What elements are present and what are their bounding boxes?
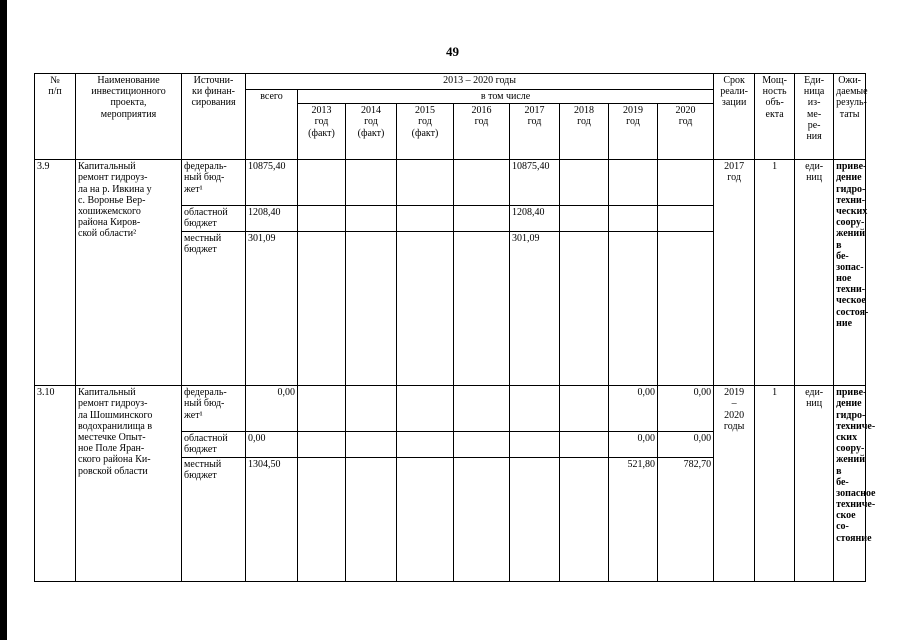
source-total: 10875,40 [246, 160, 298, 206]
cell-2016 [454, 232, 510, 386]
header-including: в том числе [298, 90, 714, 104]
cell-2018 [560, 160, 609, 206]
cell-2016 [454, 458, 510, 582]
cell-2020: 0,00 [658, 432, 714, 458]
row-name: Капитальный ремонт гидроуз- ла на р. Ивкина у с. Воронье Вер- хошижемского района Киров- ской области² [76, 160, 182, 386]
cell-2017 [510, 386, 560, 432]
cell-2013 [298, 386, 346, 432]
cell-2017: 1208,40 [510, 206, 560, 232]
source-name: областной бюджет [182, 432, 246, 458]
row-term: 2017 год [714, 160, 755, 386]
source-total: 301,09 [246, 232, 298, 386]
source-total: 0,00 [246, 432, 298, 458]
cell-2015 [397, 232, 454, 386]
header-source: Источни- ки финан- сирования [182, 74, 246, 160]
cell-2018 [560, 458, 609, 582]
header-year-2019: 2019 год [609, 104, 658, 160]
cell-2013 [298, 206, 346, 232]
scan-edge [0, 0, 7, 640]
cell-2014 [346, 386, 397, 432]
cell-2014 [346, 160, 397, 206]
header-year-2015: 2015 год (факт) [397, 104, 454, 160]
cell-2014 [346, 232, 397, 386]
header-result: Ожи- даемые резуль- таты [834, 74, 866, 160]
source-name: федераль- ный бюд- жет¹ [182, 160, 246, 206]
source-name: федераль- ный бюд- жет¹ [182, 386, 246, 432]
cell-2020: 782,70 [658, 458, 714, 582]
cell-2017: 10875,40 [510, 160, 560, 206]
cell-2016 [454, 160, 510, 206]
header-term: Срок реали- зации [714, 74, 755, 160]
cell-2016 [454, 386, 510, 432]
cell-2015 [397, 206, 454, 232]
cell-2013 [298, 458, 346, 582]
source-total: 1208,40 [246, 206, 298, 232]
header-period: 2013 – 2020 годы [246, 74, 714, 90]
row-num: 3.9 [35, 160, 76, 386]
cell-2019: 0,00 [609, 432, 658, 458]
row-num: 3.10 [35, 386, 76, 582]
header-year-2017: 2017 год [510, 104, 560, 160]
row-result: приве- дение гидро- техниче- ских соору- жений в бе- зопасное техниче- ское со- стояние [834, 386, 866, 582]
cell-2017 [510, 458, 560, 582]
row-capacity: 1 [755, 160, 795, 386]
header-year-2016: 2016 год [454, 104, 510, 160]
cell-2015 [397, 160, 454, 206]
row-term: 2019 – 2020 годы [714, 386, 755, 582]
cell-2018 [560, 432, 609, 458]
cell-2020 [658, 206, 714, 232]
cell-2018 [560, 206, 609, 232]
row-result: приве- дение гидро- техни- ческих соору- жений в бе- зопас- ное техни- ческое состоя- ние [834, 160, 866, 386]
row-unit: еди- ниц [795, 160, 834, 386]
header-name: Наименование инвестиционного проекта, мероприятия [76, 74, 182, 160]
cell-2017: 301,09 [510, 232, 560, 386]
cell-2019: 0,00 [609, 386, 658, 432]
cell-2020 [658, 160, 714, 206]
cell-2017 [510, 432, 560, 458]
header-num: № п/п [35, 74, 76, 160]
cell-2018 [560, 386, 609, 432]
cell-2019: 521,80 [609, 458, 658, 582]
cell-2018 [560, 232, 609, 386]
cell-2020 [658, 232, 714, 386]
header-total: всего [246, 90, 298, 160]
cell-2019 [609, 232, 658, 386]
cell-2020: 0,00 [658, 386, 714, 432]
header-year-2020: 2020 год [658, 104, 714, 160]
row-name: Капитальный ремонт гидроуз- ла Шошминского водохранилища в местечке Опыт- ное Поле Яран- ского района Ки- ровской области [76, 386, 182, 582]
cell-2013 [298, 432, 346, 458]
cell-2014 [346, 432, 397, 458]
cell-2019 [609, 160, 658, 206]
source-name: областной бюджет [182, 206, 246, 232]
cell-2016 [454, 206, 510, 232]
cell-2013 [298, 160, 346, 206]
cell-2014 [346, 206, 397, 232]
header-year-2018: 2018 год [560, 104, 609, 160]
investment-table [34, 73, 876, 582]
cell-2015 [397, 386, 454, 432]
source-name: местный бюджет [182, 458, 246, 582]
page-number: 49 [446, 44, 459, 59]
header-unit: Еди- ница из- ме- ре- ния [795, 74, 834, 160]
cell-2016 [454, 432, 510, 458]
header-year-2014: 2014 год (факт) [346, 104, 397, 160]
source-total: 1304,50 [246, 458, 298, 582]
cell-2014 [346, 458, 397, 582]
row-capacity: 1 [755, 386, 795, 582]
cell-2019 [609, 206, 658, 232]
header-capacity: Мощ- ность объ- екта [755, 74, 795, 160]
source-total: 0,00 [246, 386, 298, 432]
cell-2015 [397, 432, 454, 458]
row-unit: еди- ниц [795, 386, 834, 582]
source-name: местный бюджет [182, 232, 246, 386]
header-year-2013: 2013 год (факт) [298, 104, 346, 160]
cell-2015 [397, 458, 454, 582]
cell-2013 [298, 232, 346, 386]
